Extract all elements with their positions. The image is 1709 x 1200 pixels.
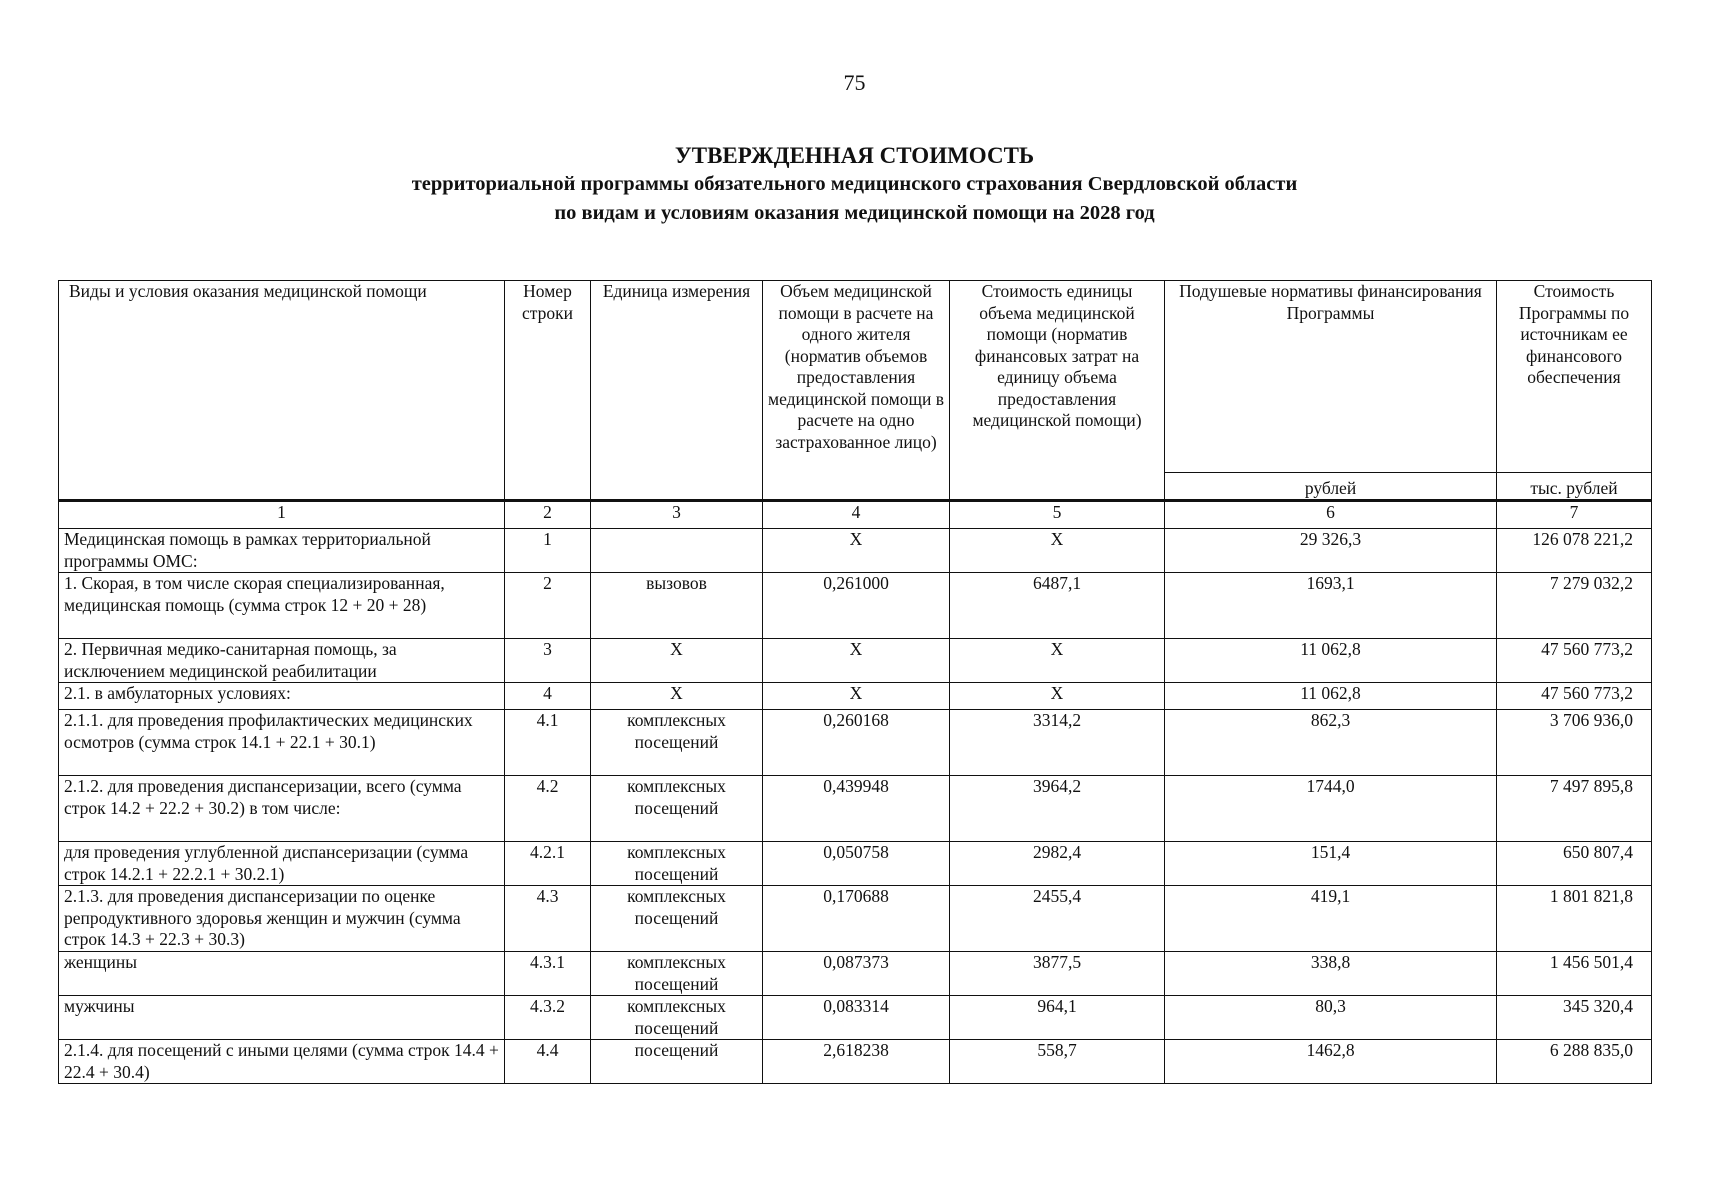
column-number: 4	[763, 501, 950, 529]
header-unit-rubles: рублей	[1165, 473, 1497, 501]
row-unit: комплексных посещений	[591, 710, 763, 776]
row-volume: 0,439948	[763, 776, 950, 842]
row-line-number: 4.2	[505, 776, 591, 842]
row-name: для проведения углубленной диспансеризации (сумма строк 14.2.1 + 22.2.1 + 30.2.1)	[59, 842, 505, 886]
row-total: 47 560 773,2	[1497, 683, 1652, 710]
row-volume: 0,050758	[763, 842, 950, 886]
row-unit: комплексных посещений	[591, 776, 763, 842]
row-per-capita: 29 326,3	[1165, 529, 1497, 573]
row-total: 7 279 032,2	[1497, 573, 1652, 639]
row-name: 2.1. в амбулаторных условиях:	[59, 683, 505, 710]
table-row	[59, 529, 1652, 573]
row-volume: 2,618238	[763, 1040, 950, 1084]
table-row	[59, 639, 1652, 683]
row-per-capita: 1462,8	[1165, 1040, 1497, 1084]
row-unit-cost: 3314,2	[950, 710, 1165, 776]
row-unit-cost: 558,7	[950, 1040, 1165, 1084]
row-unit-cost: 3877,5	[950, 952, 1165, 996]
row-line-number: 4.1	[505, 710, 591, 776]
table-row	[59, 952, 1652, 996]
row-per-capita: 11 062,8	[1165, 639, 1497, 683]
row-total: 3 706 936,0	[1497, 710, 1652, 776]
column-number: 2	[505, 501, 591, 529]
row-name: 2. Первичная медико-санитарная помощь, за исключением медицинской реабилитации	[59, 639, 505, 683]
column-number: 3	[591, 501, 763, 529]
table-row	[59, 710, 1652, 776]
row-total: 126 078 221,2	[1497, 529, 1652, 573]
table-row	[59, 996, 1652, 1040]
row-name: женщины	[59, 952, 505, 996]
row-unit: комплексных посещений	[591, 842, 763, 886]
row-volume: X	[763, 639, 950, 683]
row-line-number: 4.2.1	[505, 842, 591, 886]
header-unit-thousand-rubles: тыс. рублей	[1497, 473, 1652, 501]
row-total: 1 801 821,8	[1497, 886, 1652, 952]
table-row	[59, 776, 1652, 842]
row-unit: комплексных посещений	[591, 996, 763, 1040]
row-volume: 0,260168	[763, 710, 950, 776]
row-unit	[591, 529, 763, 573]
title-line-2: территориальной программы обязательного медицинского страхования Свердловской области	[411, 173, 1298, 195]
row-unit-cost: 964,1	[950, 996, 1165, 1040]
row-unit-cost: X	[950, 683, 1165, 710]
title-line-3: по видам и условиям оказания медицинской помощи на 2028 год	[554, 202, 1155, 224]
table-row	[59, 842, 1652, 886]
row-line-number: 1	[505, 529, 591, 573]
page-number: 75	[843, 70, 866, 95]
row-per-capita: 80,3	[1165, 996, 1497, 1040]
table-body	[59, 529, 1652, 1084]
row-unit-cost: 6487,1	[950, 573, 1165, 639]
header-unit: Единица измерения	[591, 281, 763, 501]
title-line-1: УТВЕРЖДЕННАЯ СТОИМОСТЬ	[674, 143, 1035, 168]
header-line-number: Номер строки	[505, 281, 591, 501]
row-unit: комплексных посещений	[591, 886, 763, 952]
column-number: 6	[1165, 501, 1497, 529]
row-total: 345 320,4	[1497, 996, 1652, 1040]
row-line-number: 4.3.1	[505, 952, 591, 996]
row-total: 6 288 835,0	[1497, 1040, 1652, 1084]
table-row	[59, 886, 1652, 952]
row-per-capita: 151,4	[1165, 842, 1497, 886]
header-unit-cost: Стоимость единицы объема медицинской помощи (норматив финансовых затрат на единицу объема предоставления медицинской помощи)	[950, 281, 1165, 501]
header-per-capita: Подушевые нормативы финансирования Программы	[1165, 281, 1497, 473]
row-per-capita: 419,1	[1165, 886, 1497, 952]
header-program-cost: Стоимость Программы по источникам ее финансового обеспечения	[1497, 281, 1652, 473]
table-row	[59, 1040, 1652, 1084]
row-per-capita: 338,8	[1165, 952, 1497, 996]
row-name: 2.1.2. для проведения диспансеризации, всего (сумма строк 14.2 + 22.2 + 30.2) в том числе:	[59, 776, 505, 842]
row-total: 650 807,4	[1497, 842, 1652, 886]
row-volume: 0,261000	[763, 573, 950, 639]
row-volume: X	[763, 683, 950, 710]
row-line-number: 4.3.2	[505, 996, 591, 1040]
row-per-capita: 1693,1	[1165, 573, 1497, 639]
row-name: 2.1.1. для проведения профилактических медицинских осмотров (сумма строк 14.1 + 22.1 + 30.1)	[59, 710, 505, 776]
row-total: 47 560 773,2	[1497, 639, 1652, 683]
row-unit-cost: X	[950, 529, 1165, 573]
column-number: 5	[950, 501, 1165, 529]
row-total: 1 456 501,4	[1497, 952, 1652, 996]
row-line-number: 4.4	[505, 1040, 591, 1084]
row-unit: X	[591, 683, 763, 710]
row-line-number: 4	[505, 683, 591, 710]
row-volume: 0,083314	[763, 996, 950, 1040]
cost-table	[58, 280, 1652, 1084]
table-row	[59, 573, 1652, 639]
row-unit: комплексных посещений	[591, 952, 763, 996]
row-name: 1. Скорая, в том числе скорая специализированная, медицинская помощь (сумма строк 12 + 20 + 28)	[59, 573, 505, 639]
column-number-row	[59, 501, 1652, 529]
header-types: Виды и условия оказания медицинской помощи	[59, 281, 505, 501]
column-number: 7	[1497, 501, 1652, 529]
row-per-capita: 1744,0	[1165, 776, 1497, 842]
row-volume: X	[763, 529, 950, 573]
row-unit-cost: X	[950, 639, 1165, 683]
row-unit: X	[591, 639, 763, 683]
row-line-number: 4.3	[505, 886, 591, 952]
row-name: 2.1.3. для проведения диспансеризации по оценке репродуктивного здоровья женщин и мужчин (сумма строк 14.3 + 22.3 + 30.3)	[59, 886, 505, 952]
row-name: Медицинская помощь в рамках территориальной программы ОМС:	[59, 529, 505, 573]
row-volume: 0,170688	[763, 886, 950, 952]
row-per-capita: 11 062,8	[1165, 683, 1497, 710]
header-volume: Объем медицинской помощи в расчете на одного жителя (норматив объемов предоставления медицинской помощи в расчете на одно застрахованное лицо)	[763, 281, 950, 501]
row-unit: вызовов	[591, 573, 763, 639]
table-row	[59, 683, 1652, 710]
column-number: 1	[59, 501, 505, 529]
row-per-capita: 862,3	[1165, 710, 1497, 776]
row-total: 7 497 895,8	[1497, 776, 1652, 842]
table-header	[59, 281, 1652, 529]
row-unit-cost: 2455,4	[950, 886, 1165, 952]
row-unit-cost: 3964,2	[950, 776, 1165, 842]
row-line-number: 2	[505, 573, 591, 639]
row-name: мужчины	[59, 996, 505, 1040]
row-line-number: 3	[505, 639, 591, 683]
row-volume: 0,087373	[763, 952, 950, 996]
row-unit-cost: 2982,4	[950, 842, 1165, 886]
document-title	[0, 142, 1709, 228]
row-name: 2.1.4. для посещений с иными целями (сумма строк 14.4 + 22.4 + 30.4)	[59, 1040, 505, 1084]
row-unit: посещений	[591, 1040, 763, 1084]
